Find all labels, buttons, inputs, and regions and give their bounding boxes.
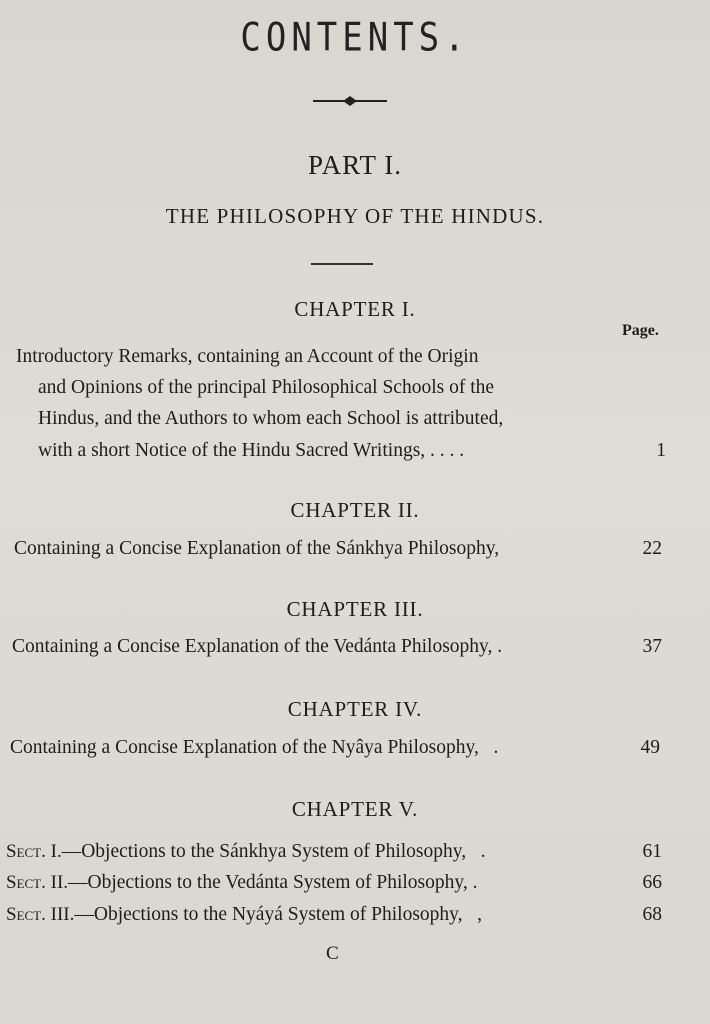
chapter-5-section-2: [6, 872, 478, 894]
section-text: —Objections to the Vedánta System of Philosophy, .: [68, 872, 478, 893]
chapter-3-heading: CHAPTER III.: [286, 597, 424, 621]
chapter-5-section-1: [6, 841, 486, 863]
part-subtitle: THE PHILOSOPHY OF THE HINDUS.: [165, 204, 545, 228]
chapter-4-entry: Containing a Concise Explanation of the Nyâya Philosophy, .: [10, 737, 499, 758]
page-column-label: Page.: [622, 322, 659, 339]
chapter-5-section-1-page: 61: [642, 841, 662, 862]
section-label: Sect. II.: [6, 872, 69, 893]
section-label: Sect. I.: [6, 841, 62, 862]
chapter-5-section-3-page: 68: [642, 904, 662, 925]
chapter-5-section-2-page: 66: [642, 872, 662, 893]
contents-heading: CONTENTS.: [240, 15, 470, 61]
chapter-1-heading: CHAPTER I.: [294, 297, 416, 321]
ornament-divider: [313, 94, 387, 108]
chapter-4-heading: CHAPTER IV.: [287, 697, 423, 721]
chapter-5-section-3: [6, 904, 482, 926]
chapter-3-entry: Containing a Concise Explanation of the Vedánta Philosophy, .: [12, 636, 503, 657]
chapter-1-entry-line-1: Introductory Remarks, containing an Account of the Origin: [16, 346, 479, 367]
chapter-1-page: 1: [656, 440, 666, 461]
chapter-2-entry: Containing a Concise Explanation of the Sánkhya Philosophy,: [14, 538, 500, 559]
chapter-1-entry-line-3: Hindus, and the Authors to whom each School is attributed,: [38, 408, 504, 429]
chapter-2-page: 22: [642, 538, 662, 559]
signature-mark: C: [326, 943, 339, 964]
section-text: —Objections to the Sánkhya System of Philosophy, .: [61, 841, 486, 862]
chapter-4-page: 49: [640, 737, 660, 758]
chapter-5-heading: CHAPTER V.: [291, 797, 419, 821]
chapter-3-page: 37: [642, 636, 662, 657]
chapter-1-entry-line-2: and Opinions of the principal Philosophical Schools of the: [38, 377, 495, 398]
section-rule: [311, 263, 373, 265]
chapter-1-entry-line-4: with a short Notice of the Hindu Sacred Writings, . . . .: [38, 440, 465, 461]
section-label: Sect. III.: [6, 904, 75, 925]
section-text: —Objections to the Nyáyá System of Philosophy, ,: [74, 904, 483, 925]
part-title: PART I.: [308, 150, 402, 180]
chapter-2-heading: CHAPTER II.: [290, 498, 420, 522]
